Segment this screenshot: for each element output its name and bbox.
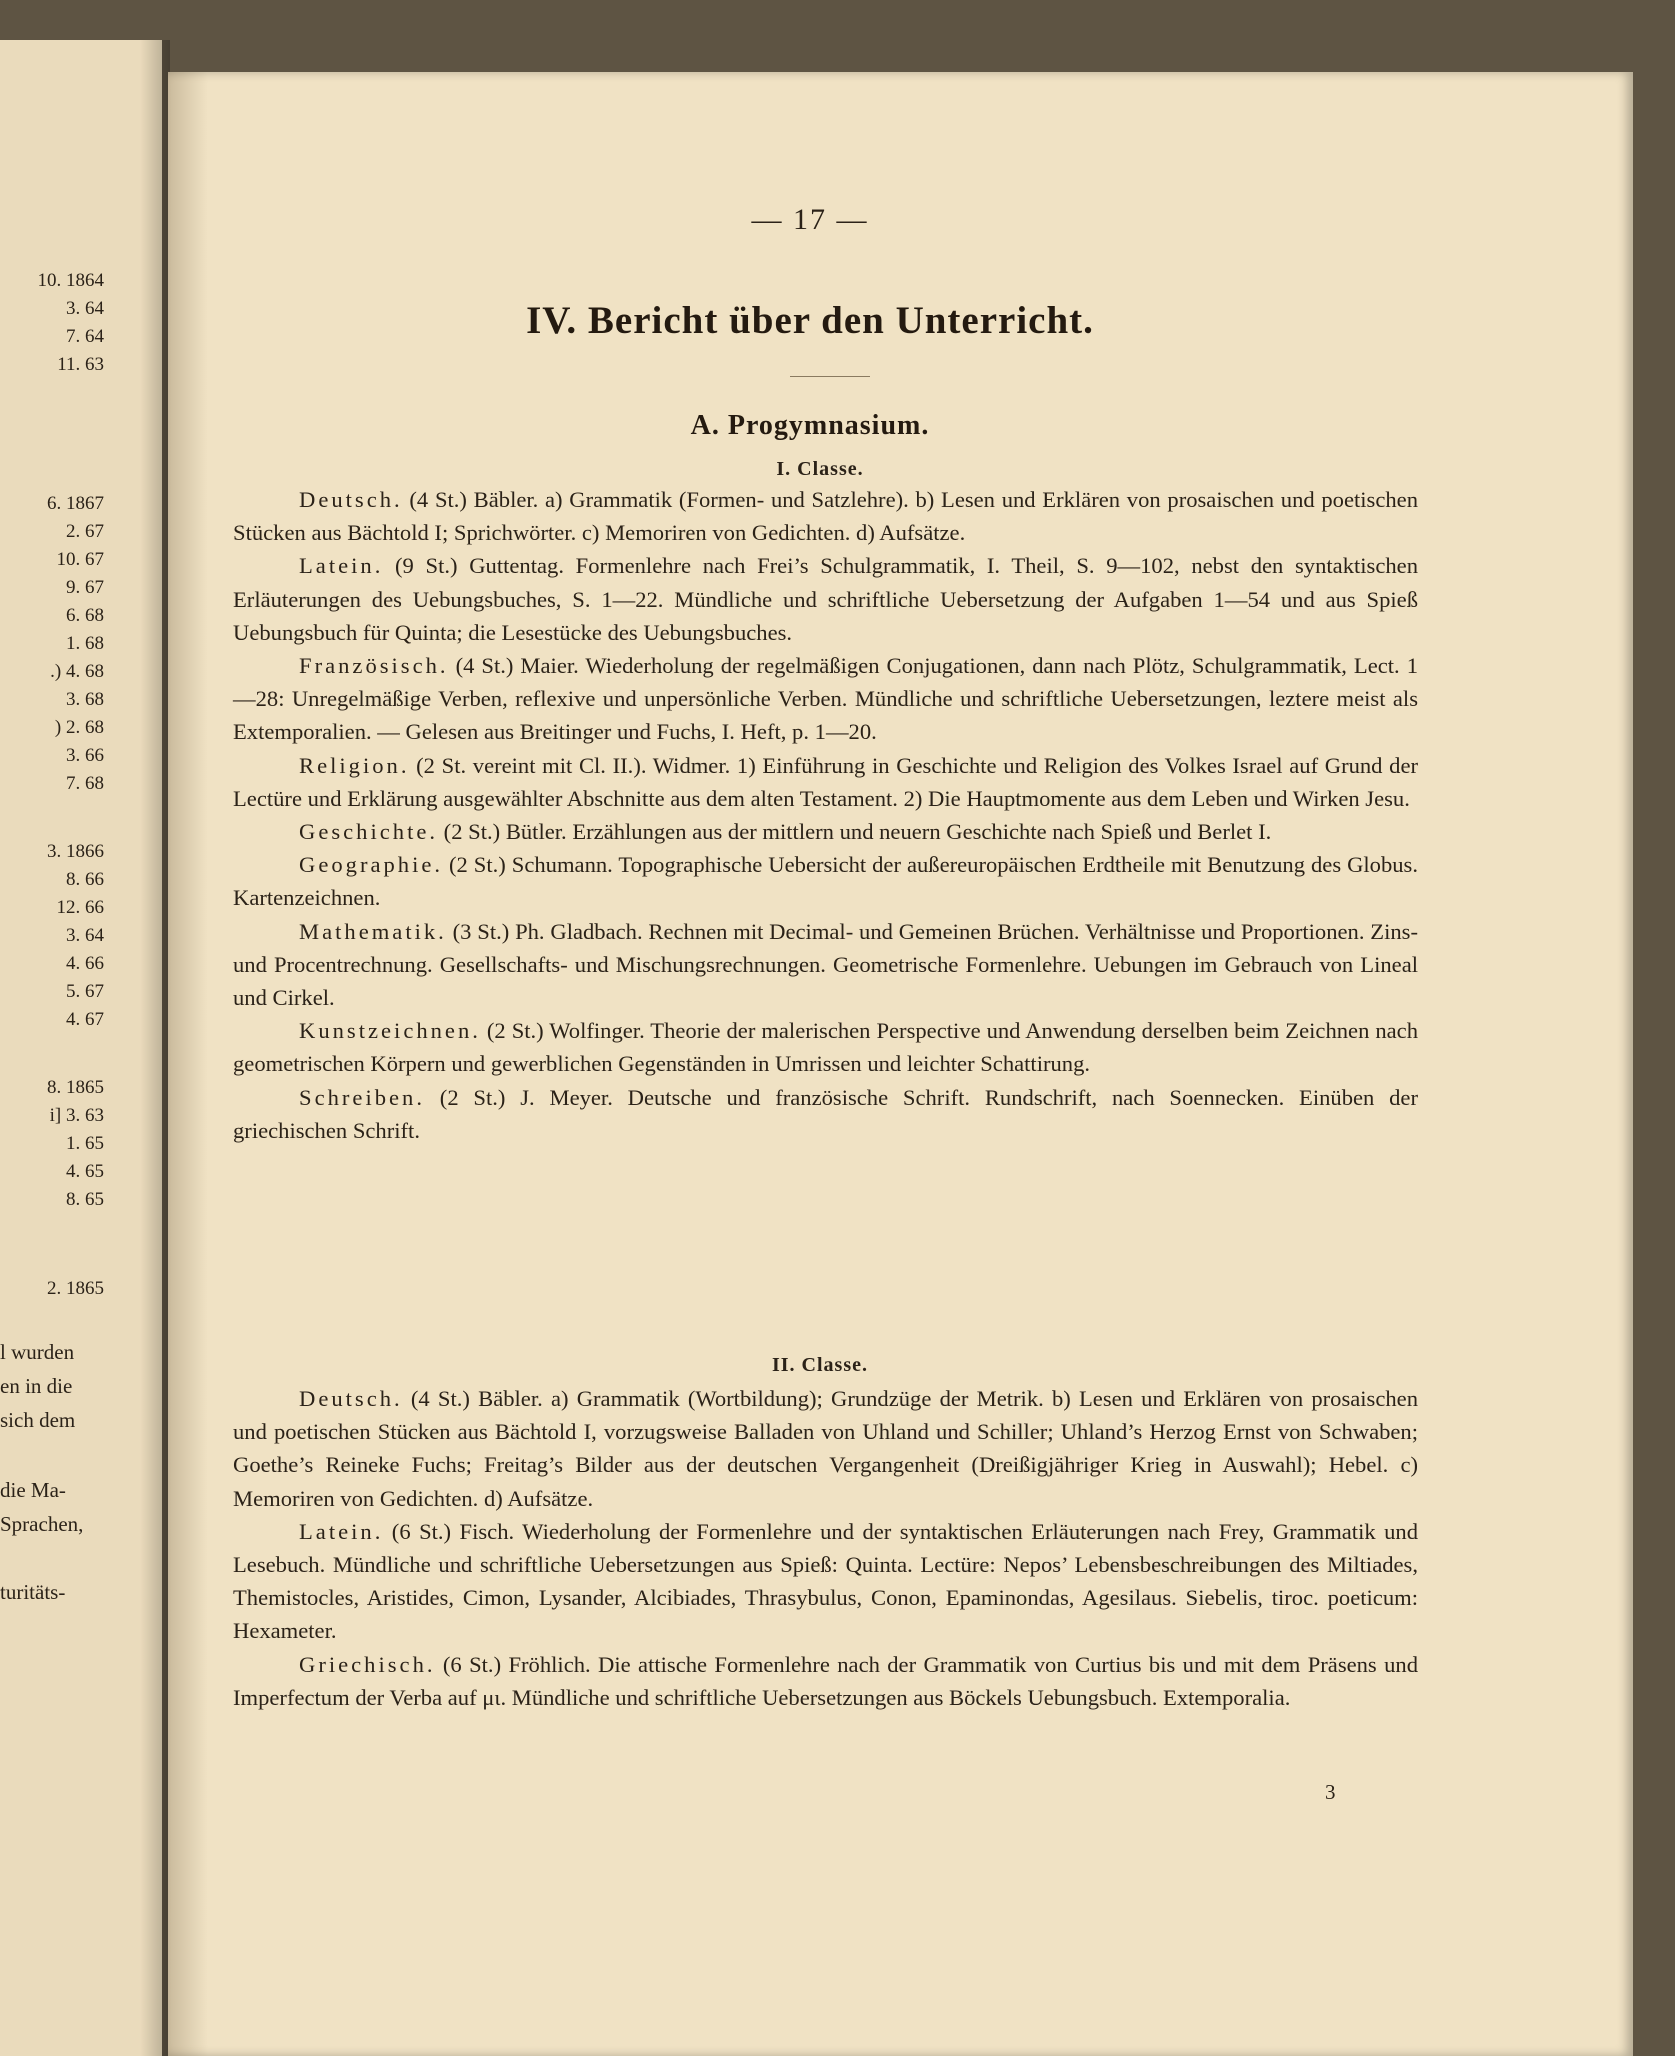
left-entry: 3. 68 (66, 689, 104, 710)
left-entry: 11. 63 (57, 354, 104, 375)
left-entry: 1. 65 (66, 1133, 104, 1154)
left-word: l wurden (0, 1340, 75, 1364)
left-entry: 4. 66 (66, 953, 104, 974)
left-entry: 3. 66 (66, 745, 104, 766)
subject-name: Deutsch. (299, 487, 403, 512)
left-entry: 10. 67 (56, 549, 104, 570)
subject-name: Geschichte. (299, 819, 439, 845)
paragraph-text: (3 St.) Ph. Gladbach. Rechnen mit Decimal- und Gemeinen Brüchen. Verhältnisse und Proportionen. Zins- und Procentrechnung. Gesellschafts- und Mischungsrechnungen. Geometrische Formenlehre. Uebungen im Gebrauch von Lineal und Cirkel. (233, 918, 1418, 1011)
left-entry: 7. 68 (66, 773, 104, 794)
paragraph (233, 1014, 1418, 1080)
paragraph-text: (4 St.) Bäbler. a) Grammatik (Wortbildung); Grundzüge der Metrik. b) Lesen und Erklären von prosaischen und poetischen Stücken aus Bächtold I, vorzugsweise Balladen von Uhland und Schiller; Uhland’s Herzog Ernst von Schwaben; Goethe’s Reineke Fuchs; Freitag’s Bilder aus der deutschen Vergangenheit (Dreißigjähriger Krieg in Auswahl); Hebel. c) Memoriren von Gedichten. d) Aufsätze. (233, 1386, 1418, 1511)
left-entry: 3. 1866 (47, 841, 104, 862)
left-entry: 1. 68 (66, 633, 104, 654)
left-entry: 3. 64 (66, 925, 104, 946)
left-entry: 9. 67 (66, 577, 104, 598)
subject-name: Kunstzeichnen. (299, 1018, 481, 1044)
left-entry: 8. 66 (66, 869, 104, 890)
class-heading-1: I. Classe. (776, 458, 864, 480)
class2-body (233, 1382, 1418, 1714)
left-word: die Ma- (0, 1478, 66, 1502)
left-entry: 4. 65 (66, 1161, 104, 1182)
subject-name: Deutsch. (299, 1386, 403, 1411)
left-entry: 8. 65 (66, 1189, 104, 1210)
paragraph-text: (4 St.) Maier. Wiederholung der regelmäßigen Conjugationen, dann nach Plötz, Schulgrammatik, Lect. 1—28: Unregelmäßige Verben, reflexive und unpersönliche Verben. Mündliche und schriftliche Uebersetzungen, leztere meist als Extemporalien. — Gelesen aus Breitinger und Fuchs, I. Heft, p. 1—20. (233, 653, 1418, 745)
left-entry: .) 4. 68 (50, 661, 104, 682)
paragraph-text: (2 St.) Bütler. Erzählungen aus der mittlern und neuern Geschichte nach Spieß und Berlet I. (438, 819, 1272, 845)
paragraph (233, 848, 1418, 914)
left-word: Sprachen, (0, 1512, 84, 1536)
subject-name: Religion. (299, 752, 410, 778)
left-word: sich dem (0, 1408, 76, 1432)
paragraph-text: (4 St.) Bäbler. a) Grammatik (Formen- und Satzlehre). b) Lesen und Erklären von prosaischen und poetischen Stücken aus Bächtold I; Sprichwörter. c) Memoriren von Gedichten. d) Aufsätze. (233, 487, 1418, 546)
left-word: turitäts- (0, 1580, 66, 1604)
left-entry: 4. 67 (66, 1009, 104, 1030)
left-entry: ) 2. 68 (54, 717, 104, 738)
paragraph (233, 815, 1418, 848)
left-entry: 6. 1867 (47, 493, 104, 514)
class1-body (233, 483, 1418, 1147)
left-entry: 10. 1864 (37, 270, 104, 291)
chapter-title: IV. Bericht über den Unterricht. (526, 299, 1094, 342)
paragraph (233, 915, 1418, 1015)
subject-name: Schreiben. (299, 1084, 425, 1110)
paragraph-text: (6 St.) Fisch. Wiederholung der Formenlehre und der syntaktischen Erläuterungen nach Frey, Grammatik und Lesebuch. Mündliche und schriftliche Uebersetzungen aus Spieß: Quinta. Lectüre: Nepos’ Lebensbeschreibungen des Miltiades, Themistocles, Aristides, Cimon, Lysander, Alcibiades, Thrasybulus, Conon, Epaminondas, Agesilaus. Siebelis, tiroc. poeticum: Hexameter. (233, 1518, 1418, 1644)
paragraph (233, 1081, 1418, 1147)
left-entry: 7. 64 (66, 326, 104, 347)
book-gutter-shadow (140, 40, 170, 2056)
paragraph-text: (2 St. vereint mit Cl. II.). Widmer. 1) Einführung in Geschichte und Religion des Volkes Israel auf Grund der Lectüre und Erklärung ausgewählter Abschnitte aus dem alten Testament. 2) Die Hauptmomente aus dem Leben und Wirken Jesu. (233, 752, 1418, 811)
paragraph (233, 1648, 1418, 1714)
signature-number: 3 (1325, 1780, 1336, 1804)
left-entry: 12. 66 (56, 897, 104, 918)
left-entry: 2. 1865 (47, 1278, 104, 1299)
subject-name: Französisch. (299, 653, 449, 679)
paragraph (233, 749, 1418, 815)
paragraph-text: (2 St.) J. Meyer. Deutsche und französische Schrift. Rundschrift, nach Soennecken. Einüben der griechischen Schrift. (233, 1084, 1418, 1143)
subject-name: Griechisch. (299, 1651, 436, 1677)
page-number: — 17 — (751, 203, 869, 236)
left-entry: 5. 67 (66, 981, 104, 1002)
subject-name: Geographie. (299, 852, 444, 878)
paragraph-text: (6 St.) Fröhlich. Die attische Formenlehre nach der Grammatik von Curtius bis und mit dem Präsens und Imperfectum der Verba auf μι. Mündliche und schriftliche Uebersetzungen aus Böckels Uebungsbuch. Extemporalia. (233, 1651, 1418, 1710)
class-heading-2: II. Classe. (771, 1354, 868, 1376)
paragraph-text: (2 St.) Schumann. Topographische Uebersicht der außereuropäischen Erdtheile mit Benutzung des Globus. Kartenzeichnen. (233, 852, 1418, 911)
left-entry: 8. 1865 (47, 1077, 104, 1098)
subject-name: Latein. (299, 1518, 384, 1544)
paragraph (233, 649, 1418, 749)
paragraph (233, 483, 1418, 549)
subject-name: Mathematik. (299, 918, 447, 944)
paragraph (233, 1515, 1418, 1648)
paragraph (233, 549, 1418, 649)
subject-name: Latein. (299, 553, 384, 579)
left-word: en in die (0, 1374, 73, 1398)
paragraph (233, 1382, 1418, 1515)
left-entry: 2. 67 (66, 521, 104, 542)
left-entry: 3. 64 (66, 298, 104, 319)
page-gutter-shade (168, 72, 208, 2056)
left-entry: i] 3. 63 (49, 1105, 104, 1126)
title-rule (790, 376, 870, 377)
section-heading: A. Progymnasium. (690, 410, 930, 441)
paragraph-text: (9 St.) Guttentag. Formenlehre nach Frei’s Schulgrammatik, I. Theil, S. 9—102, nebst den syntaktischen Erläuterungen des Uebungsbuches, S. 1—22. Mündliche und schriftliche Uebersetzung der Aufgaben 1—54 und aus Spieß Uebungsbuch für Quinta; die Lesestücke des Uebungsbuches. (233, 553, 1418, 645)
left-entry: 6. 68 (66, 605, 104, 626)
paragraph-text: (2 St.) Wolfinger. Theorie der malerischen Perspective und Anwendung derselben beim Zeichnen nach geometrischen Körpern und gewerblichen Gegenständen in Umrissen und leichter Schattirung. (233, 1018, 1418, 1077)
